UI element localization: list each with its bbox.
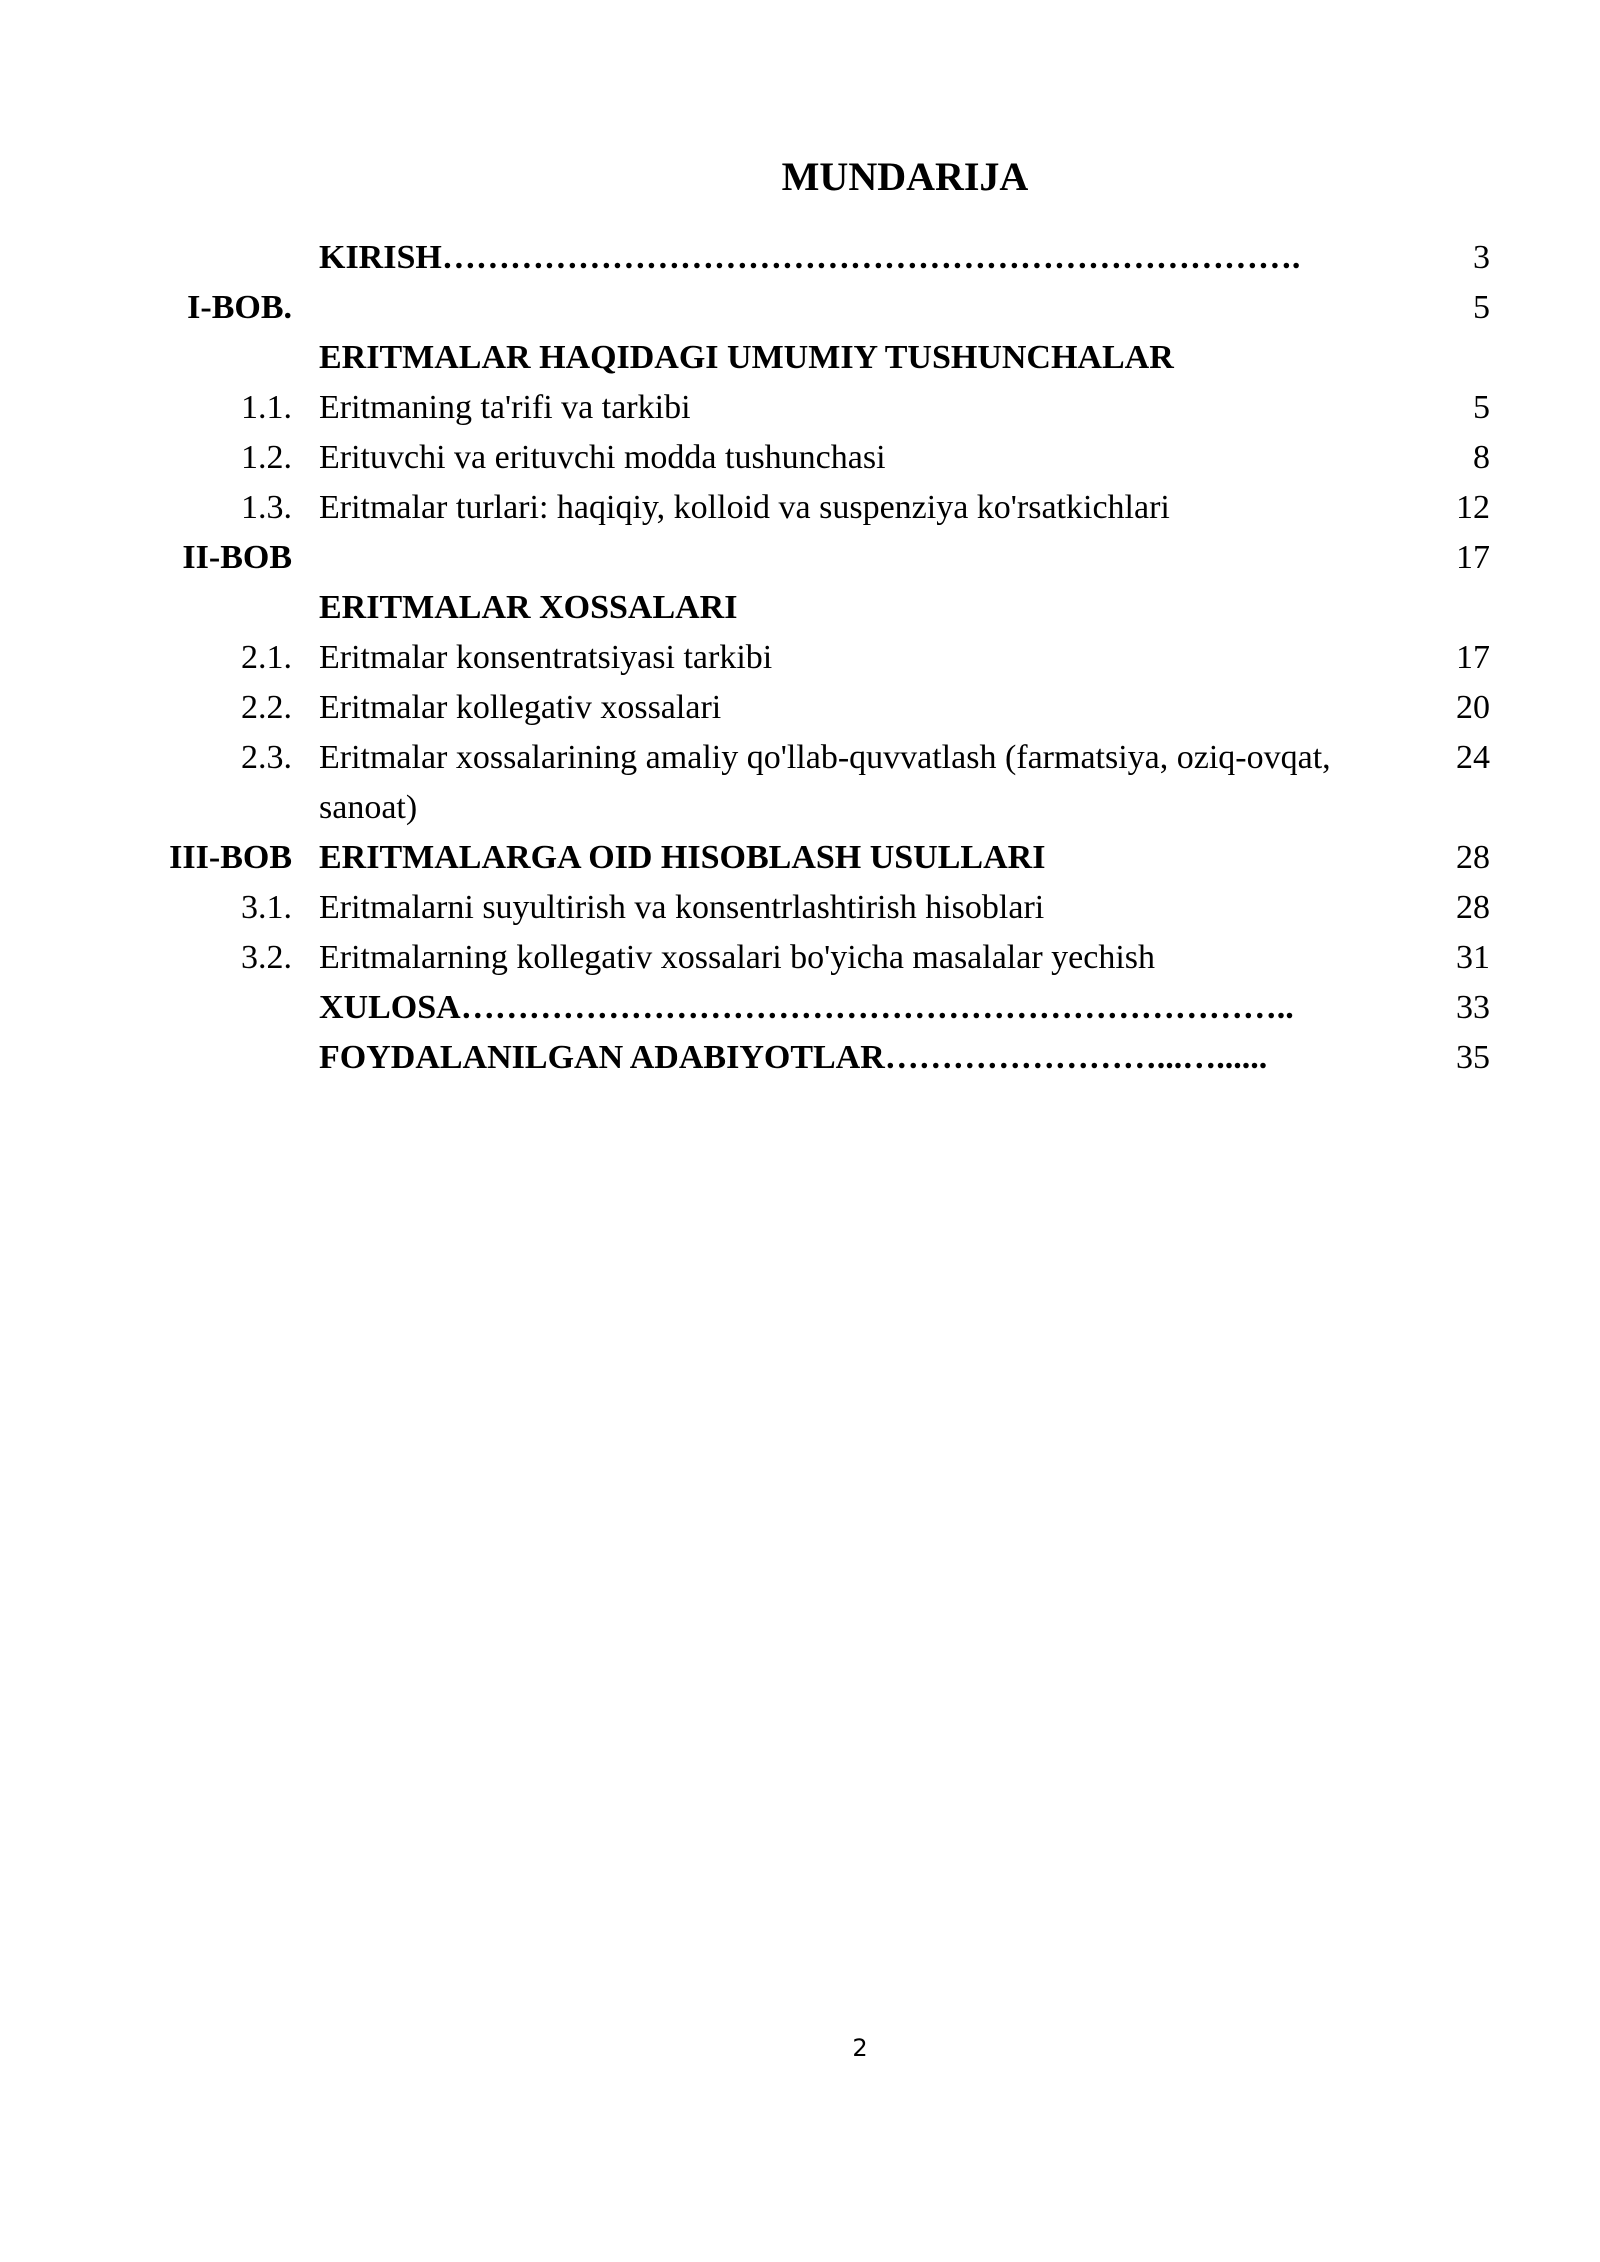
toc-entry-page: 28	[1456, 889, 1490, 926]
toc-entry-2-3	[0, 733, 1600, 833]
toc-entry-1-3	[0, 483, 1600, 533]
toc-entry-1-2	[0, 433, 1600, 483]
toc-entry-title: XULOSA………………………………………………………………..	[319, 989, 1294, 1026]
toc-entry-page: 20	[1456, 689, 1490, 726]
toc-entry-3-2	[0, 933, 1600, 983]
toc-entry-chapter-3	[0, 833, 1600, 883]
toc-entry-number: 2.1.	[241, 639, 292, 676]
toc-entry-page: 31	[1456, 939, 1490, 976]
toc-entry-3-1	[0, 883, 1600, 933]
table-of-contents	[0, 233, 1600, 1083]
toc-entry-page: 17	[1456, 639, 1490, 676]
toc-entry-chapter-2-title	[0, 583, 1600, 633]
toc-entry-2-1	[0, 633, 1600, 683]
toc-entry-title: Eritmalarni suyultirish va konsentrlashtirish hisoblari	[319, 889, 1045, 926]
toc-entry-title: ERITMALARGA OID HISOBLASH USULLARI	[319, 839, 1046, 876]
toc-entry-page: 17	[1456, 539, 1490, 576]
toc-entry-number: 1.3.	[241, 489, 292, 526]
toc-entry-title: ERITMALAR XOSSALARI	[319, 589, 738, 626]
toc-entry-chapter-1-title	[0, 333, 1600, 383]
toc-entry-page: 12	[1456, 489, 1490, 526]
toc-entry-title: Eritmalar kollegativ xossalari	[319, 689, 722, 726]
toc-entry-page: 35	[1456, 1039, 1490, 1076]
toc-entry-title: Eritmaning ta'rifi va tarkibi	[319, 389, 691, 426]
toc-entry-page: 28	[1456, 839, 1490, 876]
toc-entry-title: Eritmalar xossalarining amaliy qo'llab-quvvatlash (farmatsiya, oziq-ovqat, sanoat)	[319, 739, 1331, 826]
toc-entry-chapter-1	[0, 283, 1600, 333]
toc-entry-1-1	[0, 383, 1600, 433]
toc-entry-number: 2.3.	[241, 739, 292, 776]
toc-entry-page: 5	[1473, 389, 1490, 426]
toc-entry-number: 1.1.	[241, 389, 292, 426]
toc-entry-number: 2.2.	[241, 689, 292, 726]
toc-entry-page: 5	[1473, 289, 1490, 326]
toc-entry-page: 24	[1456, 739, 1490, 776]
toc-entry-kirish	[0, 233, 1600, 283]
toc-entry-bibliography	[0, 1033, 1600, 1083]
toc-entry-title: Eritmalar turlari: haqiqiy, kolloid va suspenziya ko'rsatkichlari	[319, 489, 1170, 526]
toc-entry-number: I-BOB.	[187, 289, 292, 326]
toc-entry-page: 33	[1456, 989, 1490, 1026]
toc-entry-page: 3	[1473, 239, 1490, 276]
toc-entry-title: Erituvchi va erituvchi modda tushunchasi	[319, 439, 886, 476]
toc-entry-xulosa	[0, 983, 1600, 1033]
toc-entry-number: 1.2.	[241, 439, 292, 476]
toc-entry-title: FOYDALANILGAN ADABIYOTLAR……………………...…......	[319, 1039, 1268, 1076]
toc-entry-page: 8	[1473, 439, 1490, 476]
toc-entry-chapter-2	[0, 533, 1600, 583]
toc-entry-number: 3.1.	[241, 889, 292, 926]
toc-entry-number: III-BOB	[169, 839, 292, 876]
page-title: MUNDARIJA	[781, 154, 1029, 199]
page-number: 2	[852, 2034, 868, 2062]
toc-entry-title: KIRISH………………………………………………………………….	[319, 239, 1301, 276]
toc-entry-2-2	[0, 683, 1600, 733]
toc-entry-title: Eritmalar konsentratsiyasi tarkibi	[319, 639, 773, 676]
toc-entry-title: Eritmalarning kollegativ xossalari bo'yicha masalalar yechish	[319, 939, 1156, 976]
toc-entry-number: II-BOB	[182, 539, 292, 576]
toc-entry-number: 3.2.	[241, 939, 292, 976]
toc-entry-title: ERITMALAR HAQIDAGI UMUMIY TUSHUNCHALAR	[319, 339, 1174, 376]
